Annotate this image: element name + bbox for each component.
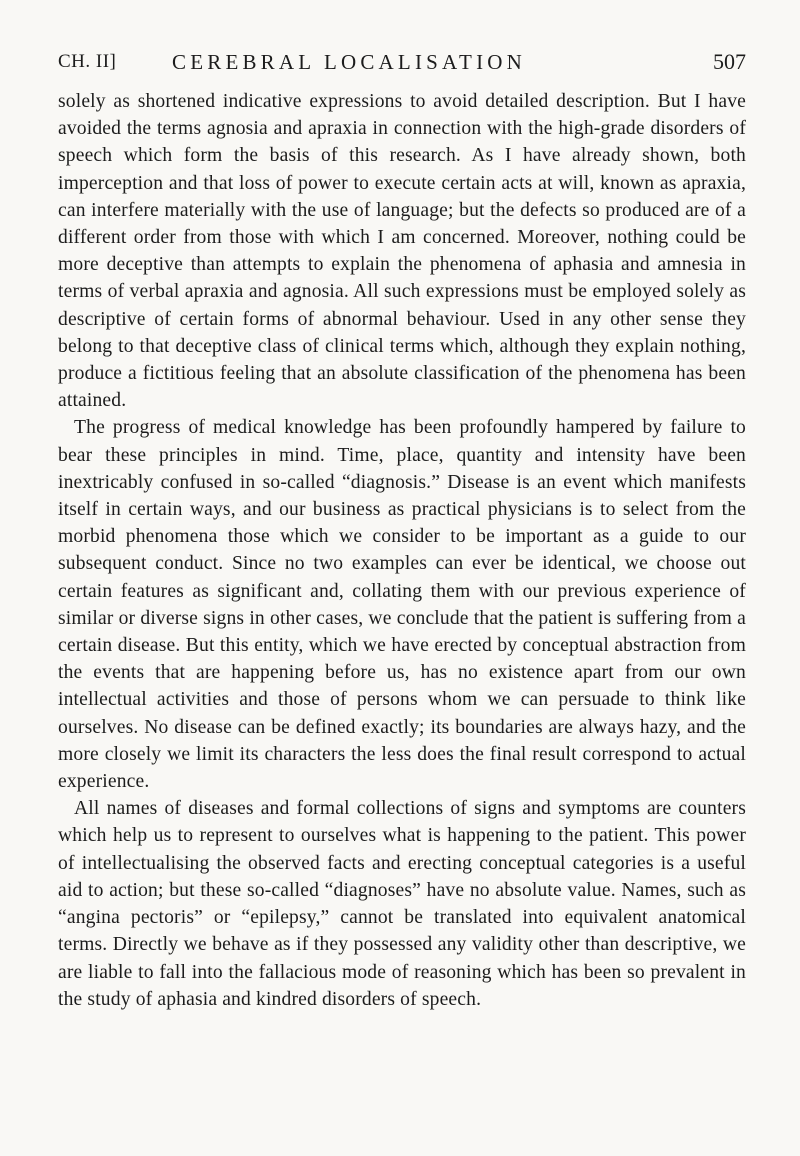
- chapter-label: CH. II]: [58, 51, 117, 72]
- running-title: CEREBRAL LOCALISATION: [172, 50, 527, 74]
- body-text: [58, 88, 746, 1013]
- running-head: [58, 44, 746, 80]
- page-number: 507: [713, 49, 746, 74]
- paragraph-1: solely as shortened indicative expressions to avoid detailed description. But I have avoided the terms agnosia and apraxia in connection with the high-grade disorders of speech which form the basis of this research. As I have already shown, both imperception and that loss of power to execute certain acts at will, known as apraxia, can interfere materially with the use of language; but the defects so produced are of a different order from those with which I am concerned. Moreover, nothing could be more deceptive than attempts to explain the phenomena of aphasia and amnesia in terms of verbal apraxia and agnosia. All such expressions must be employed solely as descriptive of certain forms of abnormal behaviour. Used in any other sense they belong to that deceptive class of clinical terms which, although they explain nothing, produce a fictitious feeling that an absolute classification of the phenomena has been attained.: [58, 91, 746, 412]
- paragraph-2: The progress of medical knowledge has been profoundly hampered by failure to bear these principles in mind. Time, place, quantity and intensity have been inextricably confused in so-called “diagnosis.” Disease is an event which manifests itself in certain ways, and our business as practical physicians is to select from the morbid phenomena those which we consider to be important as a guide to our subsequent conduct. Since no two examples can ever be identical, we choose out certain features as significant and, collating them with our previous experience of similar or diverse signs in other cases, we conclude that the patient is suffering from a certain disease. But this entity, which we have erected by conceptual abstraction from the events that are happening before us, has no existence apart from our own intellectual activities and those of persons whom we can persuade to think like ourselves. No disease can be defined exactly; its boundaries are always hazy, and the more closely we limit its characters the less does the final result correspond to actual experience.: [58, 417, 746, 793]
- book-page: [58, 44, 746, 1013]
- paragraph-3: All names of diseases and formal collections of signs and symptoms are counters which help us to represent to ourselves what is happening to the patient. This power of intellectualising the observed facts and erecting conceptual categories is a useful aid to action; but these so-called “diagnoses” have no absolute value. Names, such as “angina pectoris” or “epilepsy,” cannot be translated into equivalent anatomical terms. Directly we behave as if they possessed any validity other than descriptive, we are liable to fall into the fallacious mode of reasoning which has been so prevalent in the study of aphasia and kindred disorders of speech.: [58, 798, 746, 1010]
